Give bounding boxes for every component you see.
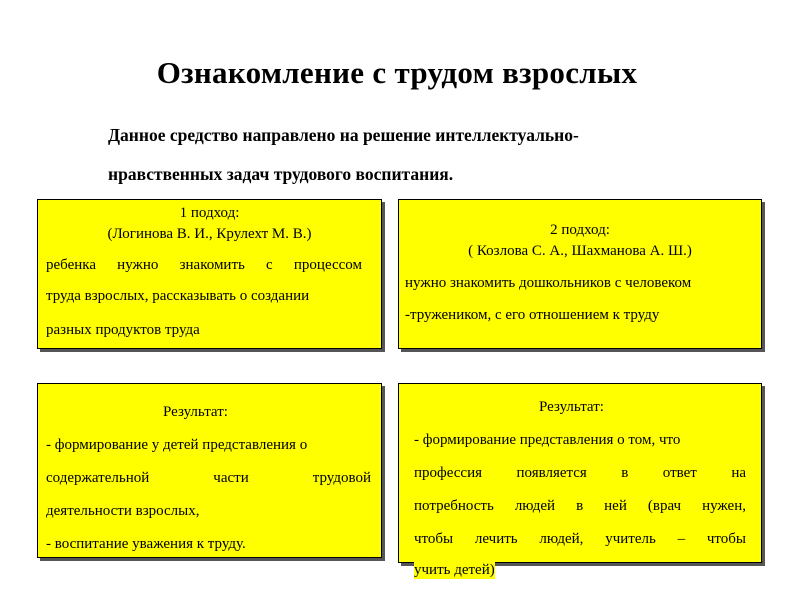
approach-1-text-line-2: труда взрослых, рассказывать о создании <box>46 288 310 304</box>
result-2-text-line-4: чтобы лечить людей, учитель – чтобы <box>414 531 746 547</box>
result-2-text-line-2: профессия появляется в ответ на <box>414 465 746 481</box>
approach-1-text-line-3: разных продуктов труда <box>46 322 200 338</box>
result-1-text-line-3: деятельности взрослых, <box>46 503 200 519</box>
result-2-text-line-5: учить детей) <box>414 562 495 578</box>
result-2-box <box>398 383 762 578</box>
result-2-text-line-3: потребность людей в ней (врач нужен, <box>414 498 746 514</box>
approach-1-authors: (Логинова В. И., Крулехт М. В.) <box>107 226 312 242</box>
approach-1-heading: 1 подход: <box>179 205 240 221</box>
approach-2-text-line-2: -тружеником, с его отношением к труду <box>405 307 660 323</box>
approach-2-box <box>398 199 762 349</box>
approach-2-authors: ( Козлова С. А., Шахманова А. Ш.) <box>468 243 692 259</box>
result-2-heading: Результат: <box>539 399 604 415</box>
intro-line-1: Данное средство направлено на решение интеллектуально- <box>108 125 579 145</box>
approach-2-text-line-1: нужно знакомить дошкольников с человеком <box>405 275 692 291</box>
result-1-heading: Результат: <box>163 404 228 420</box>
approach-1-text-line-1: ребенка нужно знакомить с процессом <box>46 257 362 273</box>
approach-2-heading: 2 подход: <box>550 222 610 238</box>
intro-line-2: нравственных задач трудового воспитания. <box>108 164 454 184</box>
result-1-text-line-2: содержательной части трудовой <box>46 470 371 486</box>
result-1-text-line-4: - воспитание уважения к труду. <box>46 536 246 552</box>
approach-1-box <box>37 199 382 349</box>
result-1-box <box>37 383 382 558</box>
result-1-text-line-1: - формирование у детей представления о <box>46 437 308 453</box>
page-title: Ознакомление с трудом взрослых <box>156 55 638 90</box>
result-2-text-line-1: - формирование представления о том, что <box>414 432 681 448</box>
